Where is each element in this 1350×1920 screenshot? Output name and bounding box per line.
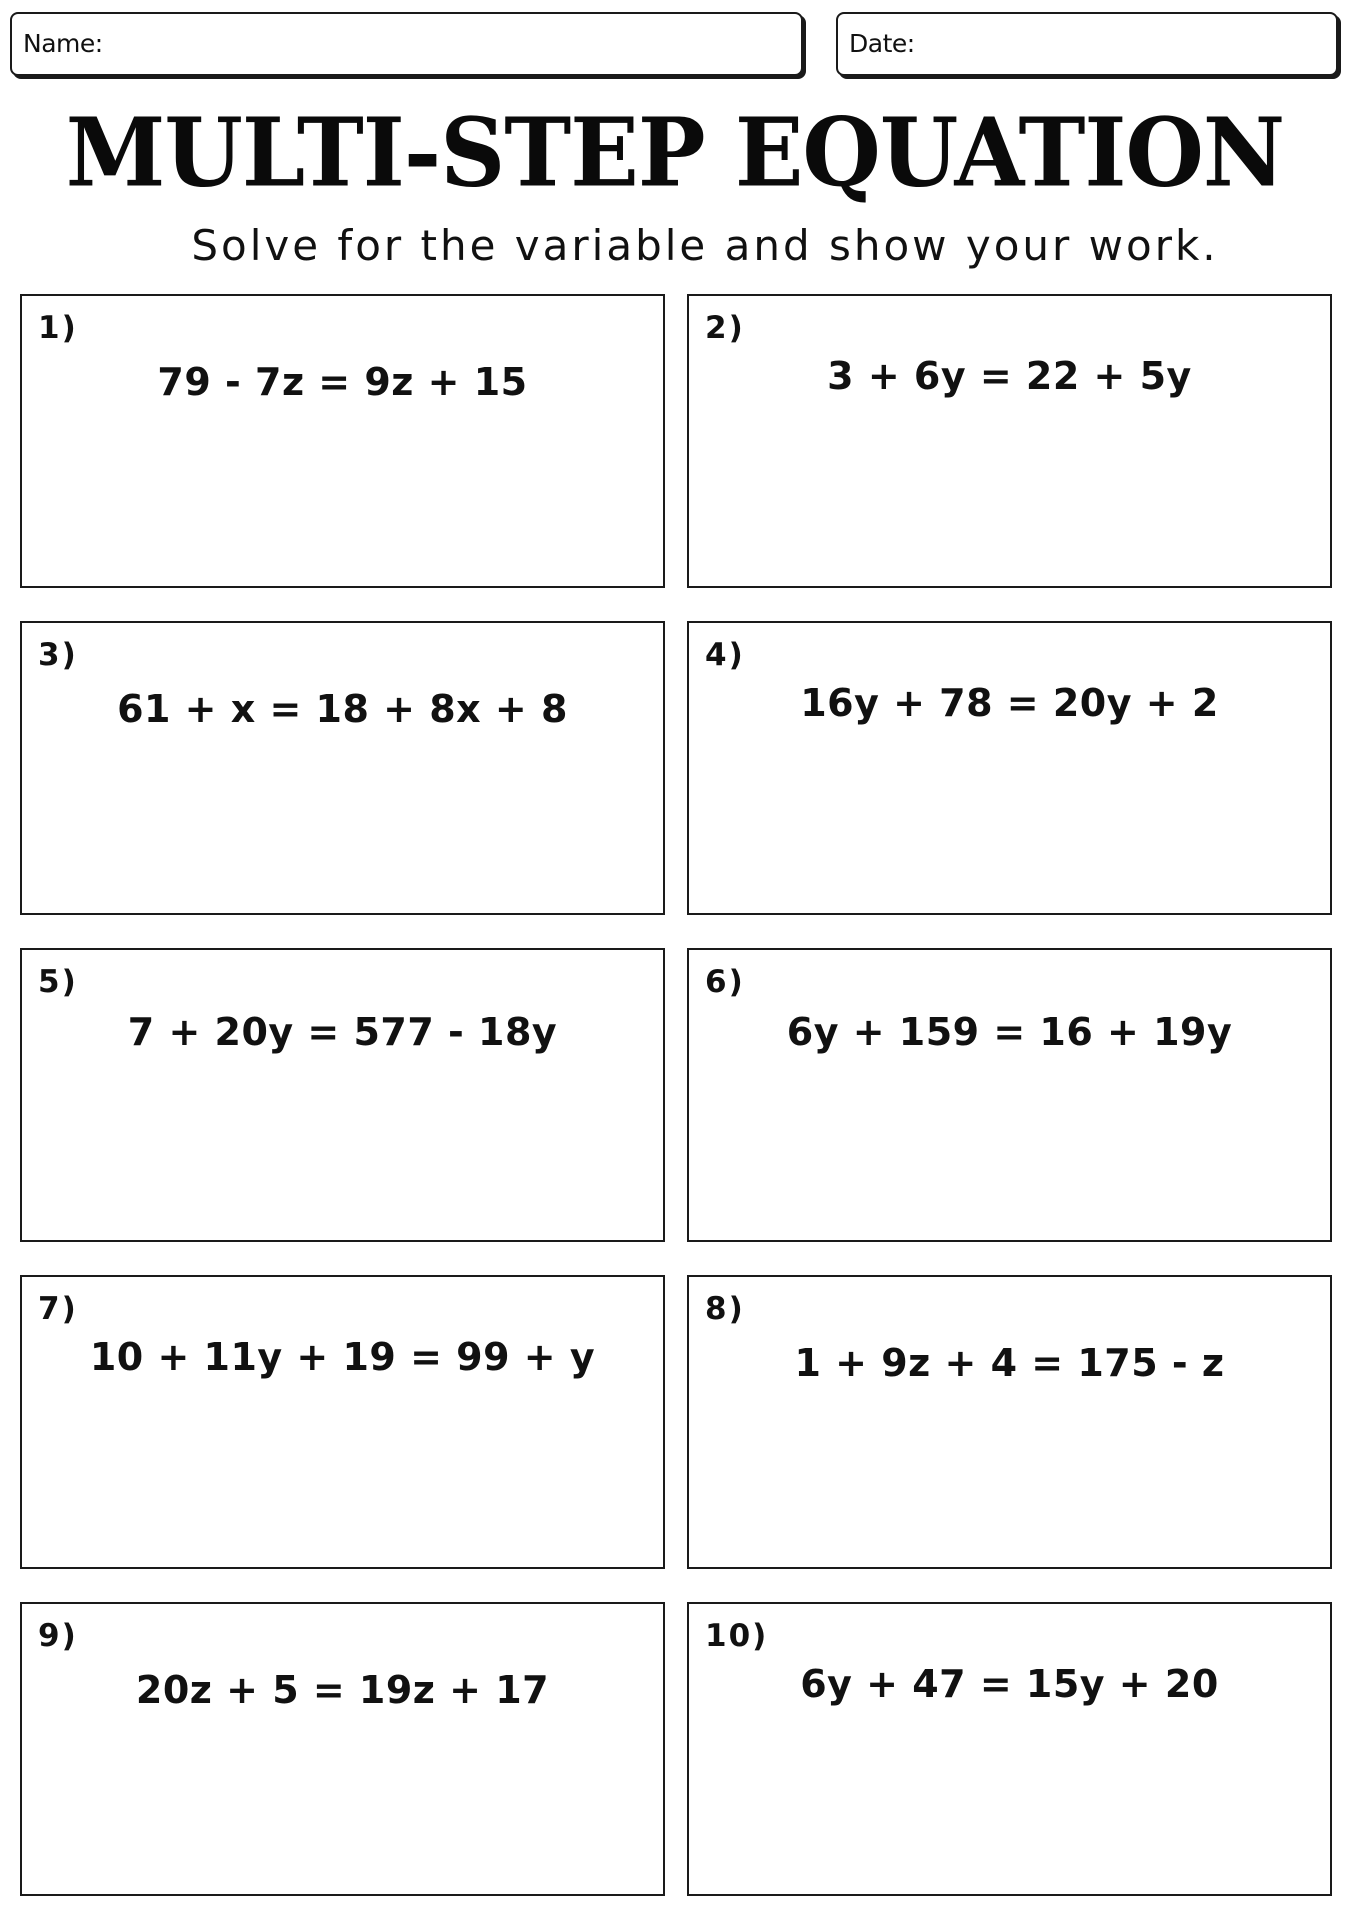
problem-number: 2) (705, 310, 745, 346)
problem-equation: 7 + 20y = 577 - 18y (127, 1010, 558, 1054)
problem-box-2[interactable] (687, 294, 1332, 588)
problem-equation: 61 + x = 18 + 8x + 8 (117, 687, 568, 731)
problem-equation: 10 + 11y + 19 = 99 + y (89, 1335, 596, 1379)
problem-box-7[interactable] (20, 1275, 665, 1569)
problem-equation: 3 + 6y = 22 + 5y (827, 354, 1192, 398)
problem-grid (20, 294, 1332, 1896)
problem-number: 9) (38, 1618, 78, 1654)
date-label: Date: (849, 29, 915, 58)
name-label: Name: (23, 29, 103, 58)
problem-box-6[interactable] (687, 948, 1332, 1242)
problem-equation: 16y + 78 = 20y + 2 (800, 681, 1219, 725)
worksheet-instructions: Solve for the variable and show your work. (191, 221, 1219, 270)
problem-equation: 6y + 159 = 16 + 19y (786, 1010, 1233, 1054)
problem-equation: 6y + 47 = 15y + 20 (800, 1662, 1219, 1706)
problem-number: 5) (38, 964, 78, 1000)
problem-box-1[interactable] (20, 294, 665, 588)
problem-equation: 1 + 9z + 4 = 175 - z (794, 1341, 1225, 1385)
date-field[interactable] (836, 12, 1338, 76)
problem-box-9[interactable] (20, 1602, 665, 1896)
problem-box-4[interactable] (687, 621, 1332, 915)
problem-box-5[interactable] (20, 948, 665, 1242)
problem-number: 10) (705, 1618, 769, 1654)
problem-number: 3) (38, 637, 78, 673)
problem-number: 6) (705, 964, 745, 1000)
problem-box-10[interactable] (687, 1602, 1332, 1896)
problem-equation: 79 - 7z = 9z + 15 (157, 360, 528, 404)
problem-number: 8) (705, 1291, 745, 1327)
name-field[interactable] (10, 12, 803, 76)
problem-number: 4) (705, 637, 745, 673)
worksheet-title: MULTI-STEP EQUATION (65, 97, 1285, 209)
problem-box-3[interactable] (20, 621, 665, 915)
problem-number: 1) (38, 310, 78, 346)
problem-number: 7) (38, 1291, 78, 1327)
problem-box-8[interactable] (687, 1275, 1332, 1569)
problem-equation: 20z + 5 = 19z + 17 (135, 1668, 550, 1712)
